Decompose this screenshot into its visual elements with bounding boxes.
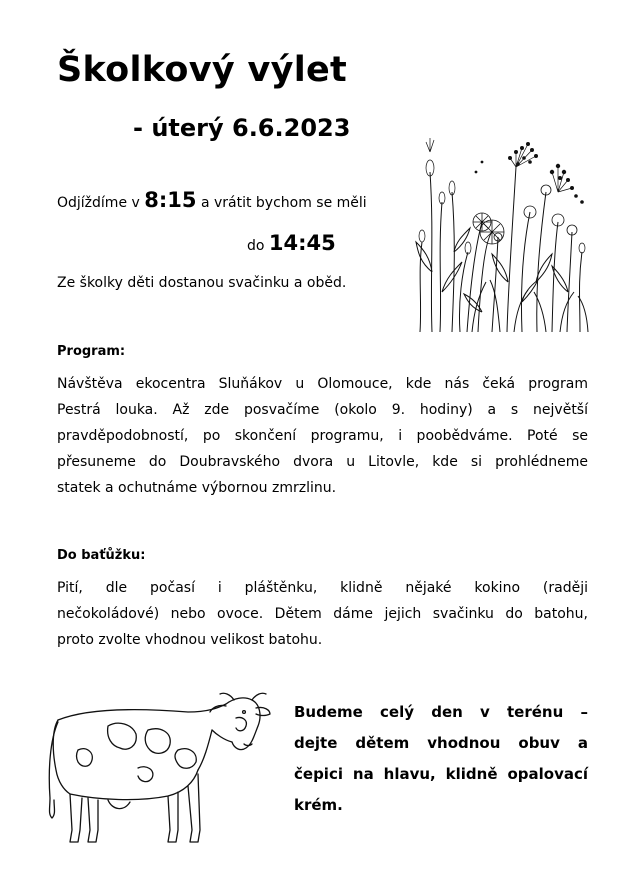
program-line: Pestrá louka. Až zde posvačíme (okolo 9. hodiny) a s největší: [57, 402, 588, 418]
backpack-text: [57, 575, 588, 653]
return-time: 14:45: [268, 231, 336, 255]
clothing-note: [294, 697, 588, 821]
program-heading: Program:: [57, 344, 126, 359]
snack-line: Ze školky děti dostanou svačinku a oběd.: [57, 275, 347, 291]
backpack-line: proto zvolte vhodnou velikost batohu.: [57, 632, 323, 648]
trip-date: - úterý 6.6.2023: [133, 114, 351, 142]
wildflowers-illustration: [412, 132, 597, 332]
departure-line: [57, 185, 367, 218]
backpack-line: Pití, dle počasí i pláštěnku, klidně nějaké kokino (raději: [57, 580, 588, 596]
program-text: [57, 371, 588, 501]
program-line: pravděpodobností, po skončení programu, i poobědváme. Poté se: [57, 428, 588, 444]
program-line: Návštěva ekocentra Sluňákov u Olomouce, kde nás čeká program: [57, 376, 588, 392]
note-line: Budeme celý den v terénu –: [294, 703, 588, 721]
program-line: přesuneme do Doubravského dvora u Litovle, kde si prohlédneme: [57, 454, 588, 470]
note-line: dejte dětem vhodnou obuv a: [294, 734, 588, 752]
program-line: statek a ochutnáme výbornou zmrzlinu.: [57, 480, 337, 496]
departure-suffix: a vrátit bychom se měli: [200, 195, 367, 211]
cow-illustration: [48, 690, 273, 848]
page-title: Školkový výlet: [57, 50, 348, 90]
departure-time: 8:15: [144, 188, 197, 212]
note-line: krém.: [294, 796, 343, 814]
departure-prefix: Odjíždíme v: [57, 195, 140, 211]
note-line: čepici na hlavu, klidně opalovací: [294, 765, 588, 783]
backpack-heading: Do baťůžku:: [57, 548, 146, 563]
backpack-line: nečokoládové) nebo ovoce. Dětem dáme jejich svačinku do batohu,: [57, 606, 588, 622]
return-prefix: do: [247, 238, 265, 254]
return-line: [247, 228, 336, 261]
